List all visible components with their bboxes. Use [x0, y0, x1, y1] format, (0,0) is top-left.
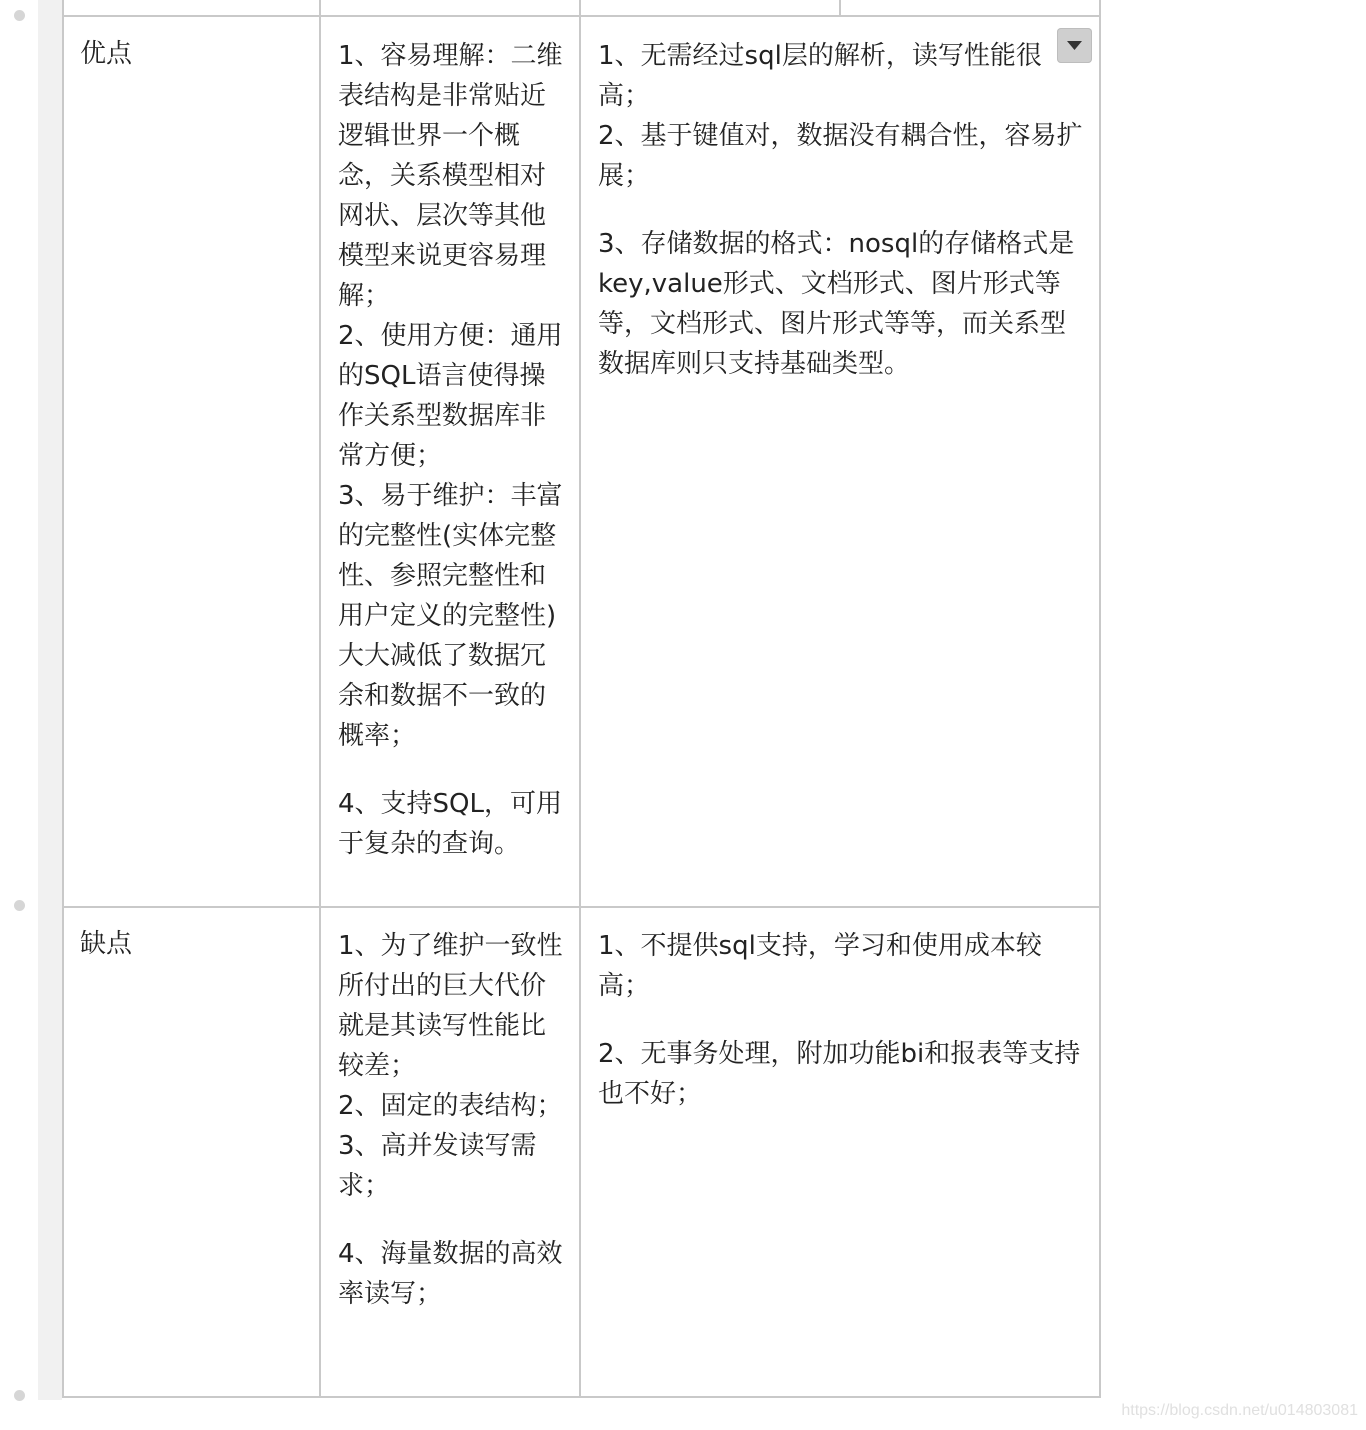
row-label-advantages: 优点 [80, 39, 133, 69]
comparison-table [62, 0, 1102, 1398]
paragraph: 1、无需经过sql层的解析，读写性能很高； [598, 41, 1042, 111]
paragraph: 3、存储数据的格式：nosql的存储格式是key,value形式、文档形式、图片形式等等，文档形式、图片形式等等，而关系型数据库则只支持基础类型。 [598, 229, 1075, 379]
paragraph: 1、容易理解：二维表结构是非常贴近逻辑世界一个概念，关系模型相对网状、层次等其他模型来说更容易理解； [338, 41, 563, 311]
paragraph: 1、不提供sql支持，学习和使用成本较高； [598, 931, 1042, 1001]
paragraph: 2、固定的表结构； [338, 1091, 563, 1121]
sql-disadvantages-cell[interactable] [338, 926, 570, 1386]
paragraph: 4、海量数据的高效率读写； [338, 1239, 563, 1309]
paragraph: 2、使用方便：通用的SQL语言使得操作关系型数据库非常方便； [338, 321, 563, 471]
block-handle[interactable] [14, 1390, 25, 1401]
paragraph: 3、高并发读写需求； [338, 1131, 537, 1201]
nosql-advantages-cell[interactable] [598, 36, 1088, 896]
watermark: https://blog.csdn.net/u014803081 [1121, 1402, 1358, 1419]
sql-advantages-cell[interactable] [338, 36, 570, 896]
paragraph: 2、基于键值对，数据没有耦合性，容易扩展； [598, 121, 1083, 191]
paragraph: 3、易于维护：丰富的完整性(实体完整性、参照完整性和用户定义的完整性)大大减低了数据冗余和数据不一致的概率； [338, 481, 563, 751]
paragraph: 1、为了维护一致性所付出的巨大代价就是其读写性能比较差； [338, 931, 563, 1081]
block-handle[interactable] [14, 900, 25, 911]
editor-gutter [38, 0, 62, 1400]
block-handle[interactable] [14, 10, 25, 21]
nosql-disadvantages-cell[interactable] [598, 926, 1088, 1386]
cell-menu-button[interactable] [1057, 28, 1092, 63]
chevron-down-icon [1067, 41, 1082, 50]
paragraph: 4、支持SQL，可用于复杂的查询。 [338, 789, 562, 859]
paragraph: 2、无事务处理，附加功能bi和报表等支持也不好； [598, 1039, 1081, 1109]
row-label-disadvantages: 缺点 [80, 929, 133, 959]
